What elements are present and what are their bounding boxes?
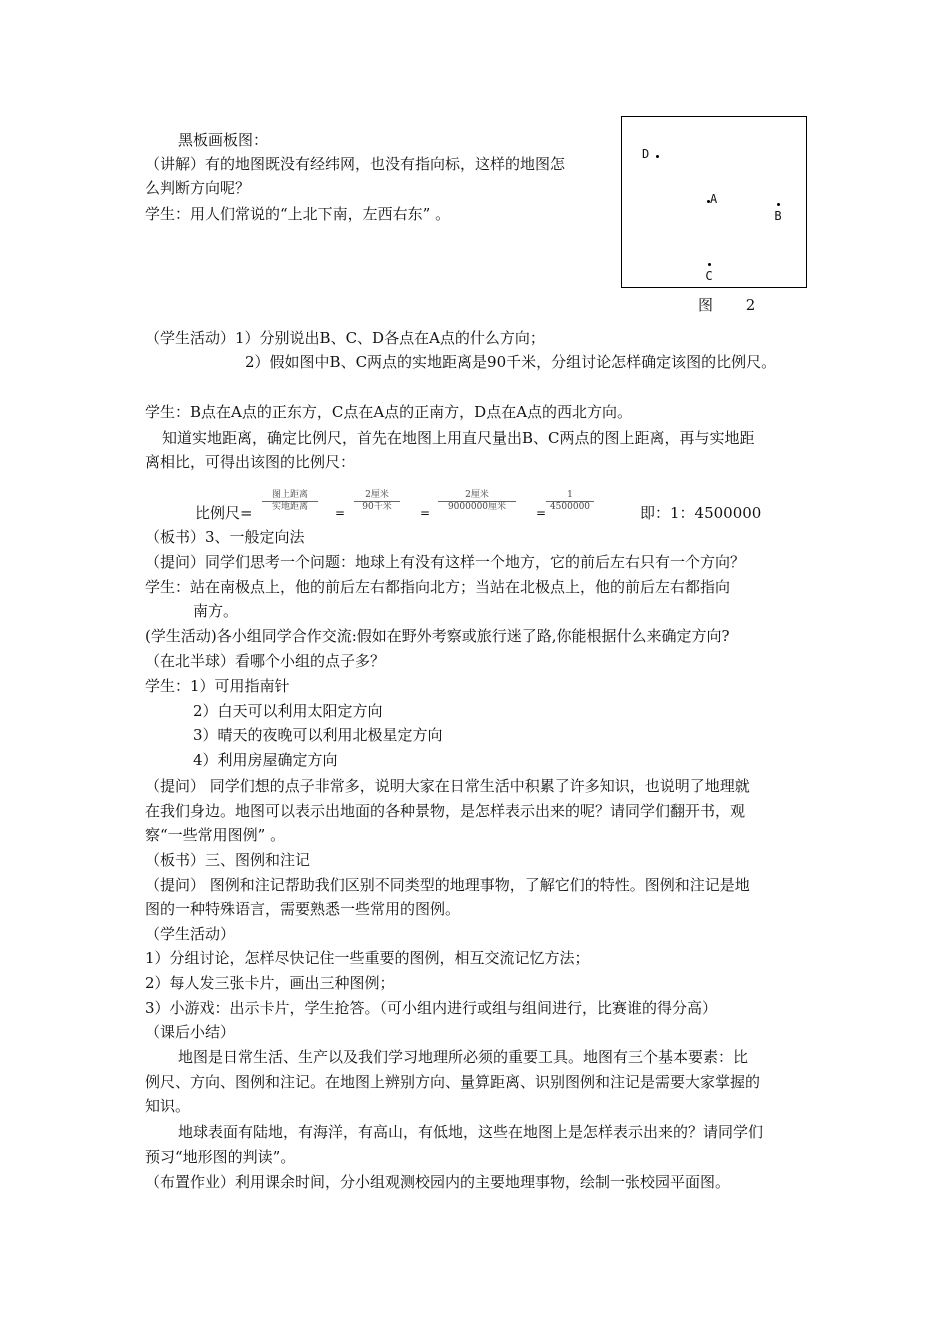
figure-2-box xyxy=(621,116,807,288)
fraction-3 xyxy=(438,490,516,513)
text-line: （提问）同学们思考一个问题：地球上有没有这样一个地方，它的前后左右只有一个方向？ xyxy=(145,553,746,571)
fraction-2 xyxy=(354,490,400,513)
text-line: （学生活动） xyxy=(145,925,236,943)
text-line: （板书）三、图例和注记 xyxy=(145,851,311,869)
text-line: 学生：B点在A点的正东方，C点在A点的正南方，D点在A点的西北方向。 xyxy=(145,403,633,421)
fraction-4 xyxy=(546,490,594,513)
text-line: （课后小结） xyxy=(145,1023,236,1041)
text-line: （学生活动）1）分别说出B、C、D各点在A点的什么方向； xyxy=(145,329,545,347)
text-line: 预习“地形图的判读”。 xyxy=(145,1148,296,1166)
text-line: 2）假如图中B、C两点的实地距离是90千米，分组讨论怎样确定该图的比例尺。 xyxy=(245,353,777,371)
text-line: 南方。 xyxy=(193,602,239,620)
text-line: （布置作业）利用课余时间，分小组观测校园内的主要地理事物，绘制一张校园平面图。 xyxy=(145,1173,731,1191)
point-d-dot xyxy=(656,155,659,158)
fraction-1-num: 图上距离 xyxy=(271,490,308,500)
fraction-1 xyxy=(262,490,318,513)
point-d: D xyxy=(642,147,659,161)
text-line: 2）白天可以利用太阳定方向 xyxy=(193,702,383,720)
fraction-3-den: 9000000厘米 xyxy=(438,501,516,513)
text-line: 在我们身边。地图可以表示出地面的各种景物，是怎样表示出来的呢？请同学们翻开书，观 xyxy=(145,802,746,820)
equals-sign: = xyxy=(420,506,431,520)
text-line: 离相比，可得出该图的比例尺： xyxy=(145,453,356,471)
text-line: 图的一种特殊语言，需要熟悉一些常用的图例。 xyxy=(145,900,461,918)
point-c-dot xyxy=(708,263,711,266)
text-line: 地球表面有陆地，有海洋，有高山，有低地，这些在地图上是怎样表示出来的？请同学们 xyxy=(178,1123,764,1141)
text-line: 例尺、方向、图例和注记。在地图上辨别方向、量算距离、识别图例和注记是需要大家掌握的 xyxy=(145,1073,761,1091)
text-line: （讲解）有的地图既没有经纬网，也没有指向标，这样的地图怎 xyxy=(145,155,566,173)
equals-sign: = xyxy=(536,506,547,520)
fraction-2-num: 2厘米 xyxy=(365,490,389,500)
text-line: 学生：1）可用指南针 xyxy=(145,677,290,695)
point-a: A xyxy=(707,192,717,206)
text-line: 么判断方向呢？ xyxy=(145,179,251,197)
text-line: 黑板画板图： xyxy=(178,131,269,149)
fraction-1-den: 实地距离 xyxy=(262,501,318,513)
point-b: B xyxy=(773,195,783,223)
text-line: 知道实地距离，确定比例尺，首先在地图上用直尺量出B、C两点的图上距离，再与实地距 xyxy=(162,429,755,447)
text-line: 地图是日常生活、生产以及我们学习地理所必须的重要工具。地图有三个基本要素：比 xyxy=(178,1048,749,1066)
text-line: 1）分组讨论，怎样尽快记住一些重要的图例，相互交流记忆方法； xyxy=(145,949,590,967)
text-line: 2）每人发三张卡片，画出三种图例； xyxy=(145,974,395,992)
text-line: （板书）3、一般定向法 xyxy=(145,528,305,546)
text-line: 知识。 xyxy=(145,1097,191,1115)
text-line: 3）晴天的夜晚可以利用北极星定方向 xyxy=(193,726,443,744)
text-line: 3）小游戏：出示卡片，学生抢答。（可小组内进行或组与组间进行，比赛谁的得分高） xyxy=(145,999,718,1017)
point-b-dot xyxy=(777,203,780,206)
fraction-4-den: 4500000 xyxy=(546,501,594,513)
text-line: （在北半球）看哪个小组的点子多？ xyxy=(145,652,386,670)
text-line: 察“一些常用图例” 。 xyxy=(145,826,286,844)
fraction-2-den: 90千米 xyxy=(354,501,400,513)
text-line: （提问） 同学们想的点子非常多，说明大家在日常生活中积累了许多知识，也说明了地理就 xyxy=(145,777,750,795)
text-line: (学生活动)各小组同学合作交流:假如在野外考察或旅行迷了路,你能根据什么来确定方向? xyxy=(145,627,730,645)
fraction-3-num: 2厘米 xyxy=(465,490,489,500)
formula-result: 即：1：4500000 xyxy=(640,504,762,522)
text-line: 4）利用房屋确定方向 xyxy=(193,751,338,769)
figure-caption: 图 2 xyxy=(698,296,770,314)
text-line: 学生：站在南极点上，他的前后左右都指向北方；当站在北极点上，他的前后左右都指向 xyxy=(145,578,731,596)
text-line: 学生：用人们常说的“上北下南，左西右东” 。 xyxy=(145,205,451,223)
formula-label: 比例尺= xyxy=(195,504,253,522)
fraction-4-num: 1 xyxy=(567,490,573,500)
text-line: （提问） 图例和注记帮助我们区别不同类型的地理事物，了解它们的特性。图例和注记是地 xyxy=(145,876,750,894)
equals-sign: = xyxy=(335,506,346,520)
point-c: C xyxy=(704,255,714,283)
